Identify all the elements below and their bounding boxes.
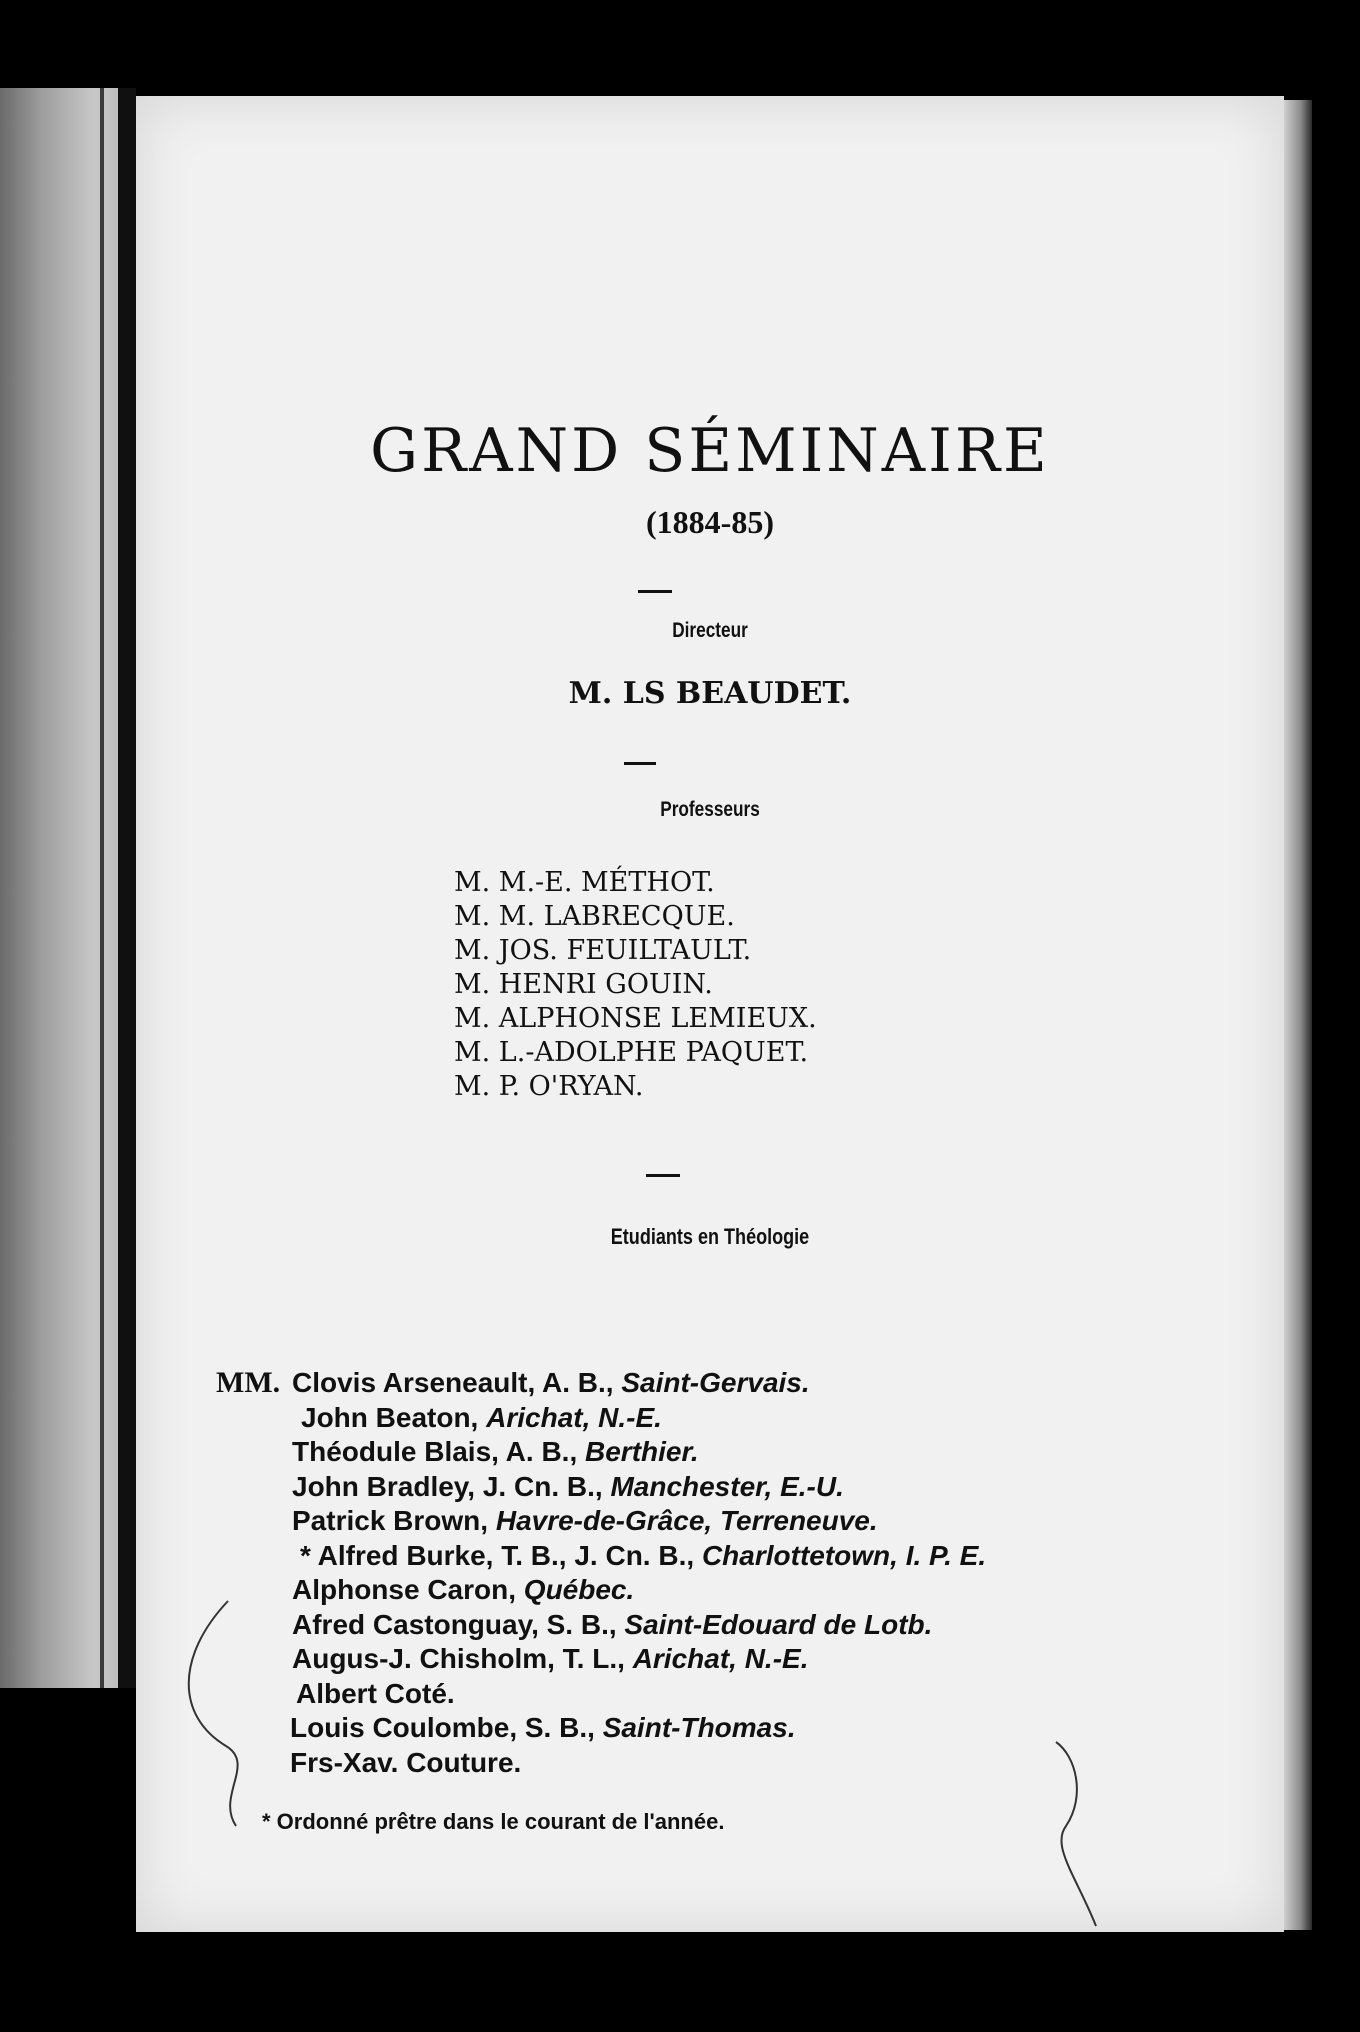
student-entry: John Bradley, J. Cn. B., Manchester, E.-U. <box>292 1470 844 1502</box>
student-entry: Louis Coulombe, S. B., Saint-Thomas. <box>290 1712 796 1743</box>
facing-page-crease <box>100 88 104 1688</box>
student-entry: John Beaton, Arichat, N.-E. <box>301 1401 662 1433</box>
students-prefix: MM. <box>216 1366 281 1399</box>
student-entry: Albert Coté. <box>296 1677 455 1709</box>
student-entry: Afred Castonguay, S. B., Saint-Edouard de Lotb. <box>292 1608 933 1640</box>
professor-entry: M. M.-E. MÉTHOT. <box>454 867 715 898</box>
page-title: GRAND SÉMINAIRE <box>370 416 1050 486</box>
student-entry: * Alfred Burke, T. B., J. Cn. B., Charlottetown, I. P. E. <box>300 1539 987 1571</box>
year-range: (1884-85) <box>646 504 774 540</box>
document-page <box>136 96 1284 1932</box>
binding-gutter <box>118 88 136 1688</box>
student-entry: Augus-J. Chisholm, T. L., Arichat, N.-E. <box>292 1643 809 1674</box>
student-entry: Alphonse Caron, Québec. <box>292 1574 635 1605</box>
students-heading: Etudiants en Théologie <box>610 1224 810 1249</box>
student-entry: Théodule Blais, A. B., Berthier. <box>292 1436 699 1467</box>
professor-entry: M. P. O'RYAN. <box>454 1071 644 1102</box>
director-heading: Directeur <box>672 619 748 642</box>
pencil-marks <box>136 96 1284 1932</box>
footnote: * Ordonné prêtre dans le courant de l'année. <box>262 1809 725 1834</box>
professor-entry: M. JOS. FEUILTAULT. <box>454 935 752 966</box>
director-name: M. LS BEAUDET. <box>568 676 852 711</box>
student-entry: MM. Clovis Arseneault, A. B., Saint-Gervais. <box>216 1366 810 1399</box>
professor-entry: M. L.-ADOLPHE PAQUET. <box>454 1037 809 1068</box>
professor-entry: M. HENRI GOUIN. <box>454 969 713 1000</box>
professor-entry: M. M. LABRECQUE. <box>454 901 735 932</box>
page-right-edge <box>1284 100 1312 1930</box>
student-entry: Patrick Brown, Havre-de-Grâce, Terreneuve. <box>292 1505 878 1536</box>
professor-entry: M. ALPHONSE LEMIEUX. <box>454 1003 817 1034</box>
professors-heading: Professeurs <box>660 798 760 821</box>
student-entry: Frs-Xav. Couture. <box>290 1746 522 1778</box>
